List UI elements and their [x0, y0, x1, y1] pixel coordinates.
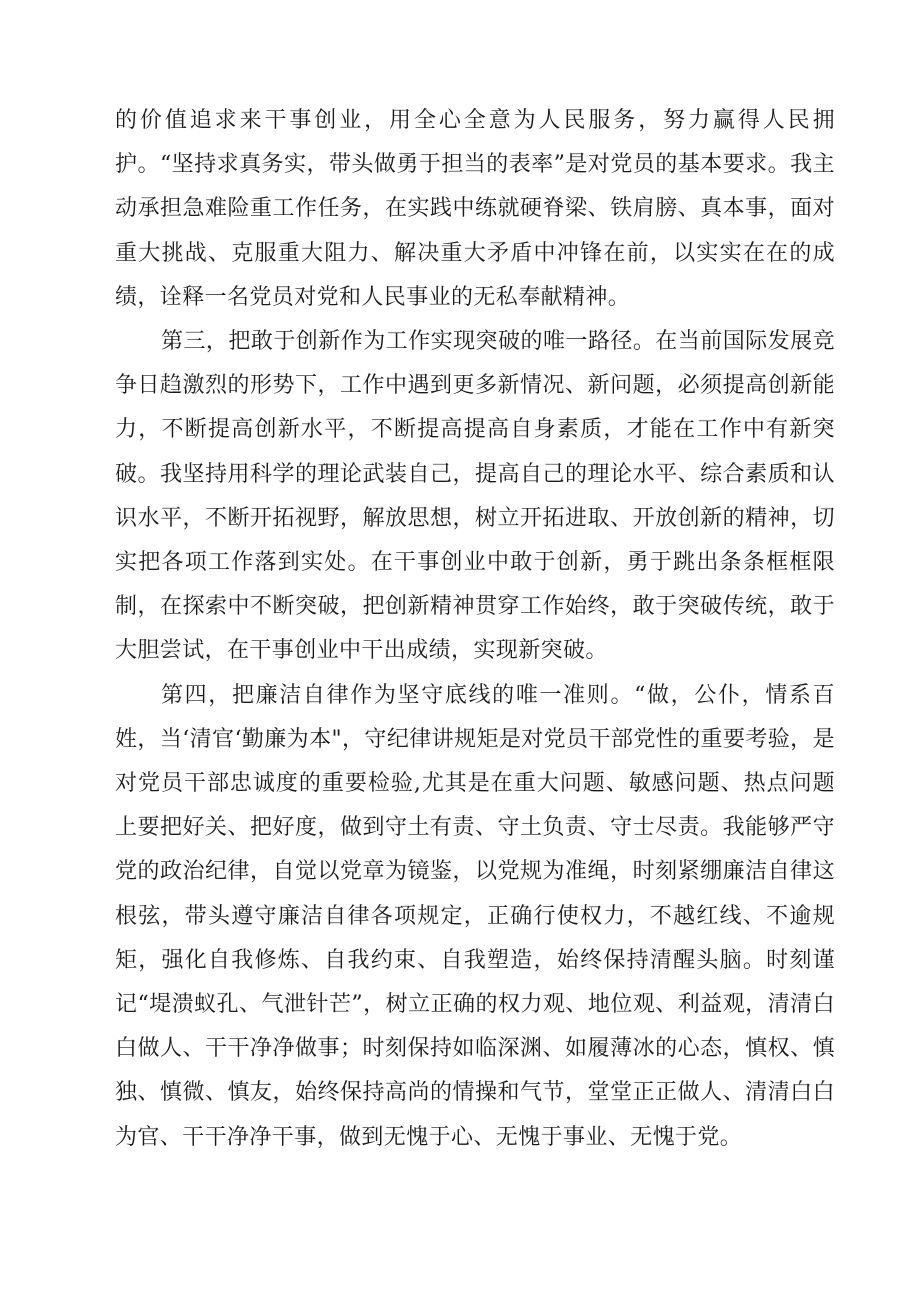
paragraph-continuation: 的价值追求来干事创业，用全心全意为人民服务，努力赢得人民拥护。“坚持求真务实，带头做勇于担当的表率”是对党员的基本要求。我主动承担急难险重工作任务，在实践中练就硬脊梁、铁肩膀、真本事，面对重大挑战、克服重大阻力、解决重大矛盾中冲锋在前，以实实在在的成绩，诠释一名党员对党和人民事业的无私奉献精神。 [115, 108, 835, 310]
paragraph-fourth-point: 第四，把廉洁自律作为坚守底线的唯一准则。“做，公仆，情系百姓，当‘清官‘勤廉为本"，守纪律讲规矩是对党员干部党性的重要考验，是对党员干部忠诚度的重要检验,尤其是在重大问题、敏感问题、热点问题上要把好关、把好度，做到守土有责、守土负责、守士尽责。我能够严守党的政治纪律，自觉以党章为镜鉴，以党规为准绳，时刻紧绷廉洁自律这根弦，带头遵守廉洁自律各项规定，正确行使权力，不越红线、不逾规矩，强化自我修炼、自我约束、自我塑造，始终保持清醒头脑。时刻谨记“堤溃蚁孔、气泄针芒”，树立正确的权力观、地位观、利益观，清清白白做人、干干净净做事；时刻保持如临深渊、如履薄冰的心态，慎权、慎独、慎微、慎友，始终保持高尚的情操和气节，堂堂正正做人、清清白白为官、干干净净干事，做到无愧于心、无愧于事业、无愧于党。 [115, 682, 835, 1150]
document-body [115, 99, 835, 1160]
paragraph-third-point: 第三，把敢于创新作为工作实现突破的唯一路径。在当前国际发展竞争日趋激烈的形势下，工作中遇到更多新情况、新问题，必须提高创新能力，不断提高创新水平，不断提高提高自身素质，才能在工作中有新突破。我坚持用科学的理论武装自己，提高自己的理论水平、综合素质和认识水平，不断开拓视野，解放思想，树立开拓进取、开放创新的精神，切实把各项工作落到实处。在干事创业中敢于创新，勇于跳出条条框框限制，在探索中不断突破，把创新精神贯穿工作始终，敢于突破传统，敢于大胆尝试，在干事创业中干出成绩，实现新突破。 [115, 329, 835, 664]
